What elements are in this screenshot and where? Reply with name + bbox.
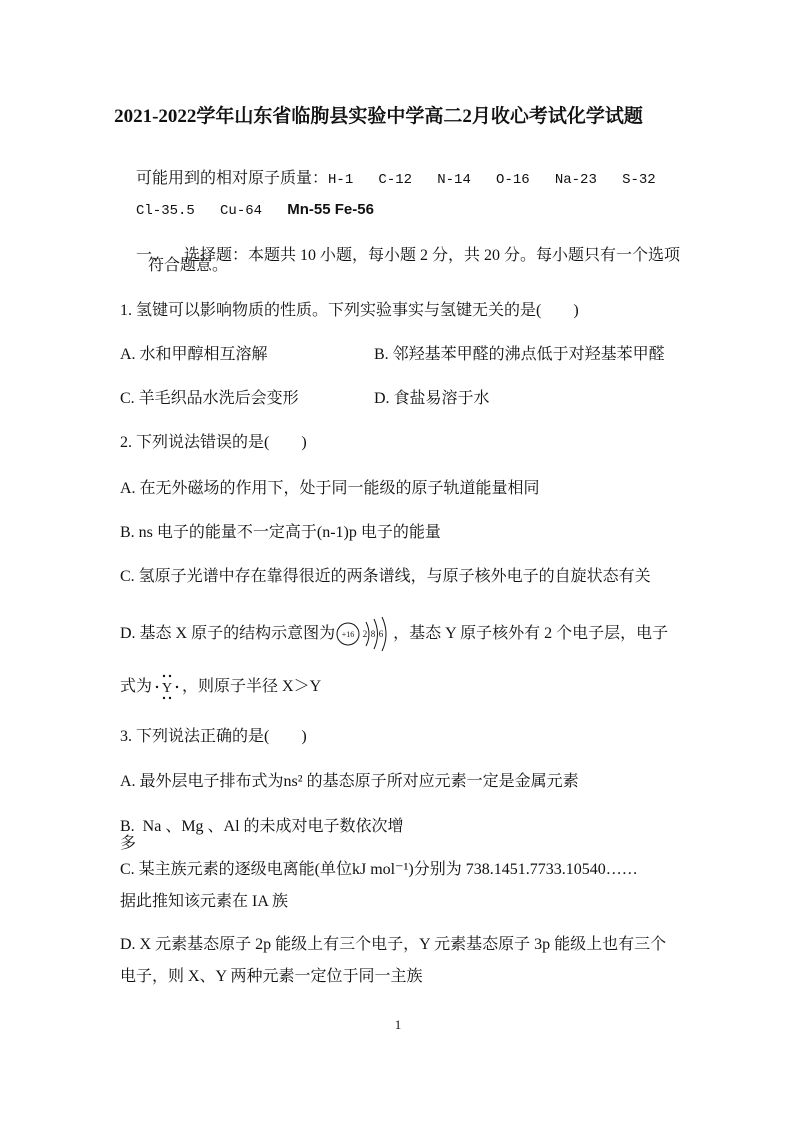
exam-title: 2021-2022学年山东省临朐县实验中学高二2月收心考试化学试题	[114, 106, 643, 127]
electron-dot-symbol: Y	[161, 681, 173, 696]
electron-shell-count-3: 6	[378, 629, 384, 639]
question-1-stem: 1. 氢键可以影响物质的性质。下列实验事实与氢键无关的是( )	[120, 302, 579, 319]
electron-shell-count-2: 8	[370, 629, 376, 639]
question-3-option-b-continued: 多	[120, 835, 137, 852]
electron-shell-count-1: 2	[362, 629, 368, 639]
question-2-option-d-text-after: ，基态 Y 原子核外有 2 个电子层，电子	[393, 625, 669, 642]
page-number: 1	[394, 1017, 402, 1032]
section-text-continued: 符合题意。	[148, 257, 229, 274]
electron-dot	[169, 697, 171, 699]
question-2-option-a: A. 在无外磁场的作用下，处于同一能级的原子轨道能量相同	[120, 480, 540, 497]
question-2-option-d-line-2-before: 式为	[120, 678, 153, 695]
question-2-option-d-line-2	[120, 672, 321, 702]
question-2-option-d-text-before: D. 基态 X 原子的结构示意图为	[120, 625, 336, 642]
electron-dot	[163, 697, 165, 699]
question-2-option-d-line-2-after: ，则原子半径 X＞Y	[182, 678, 322, 695]
question-3-option-b: B. Na 、Mg 、Al 的未成对电子数依次增	[120, 818, 404, 835]
question-3-option-c-continued: 据此推知该元素在 IA 族	[120, 893, 289, 910]
atomic-masses-values-2: Cl-35.5 Cu-64	[136, 203, 288, 219]
question-1-option-a: A. 水和甲醇相互溶解	[120, 346, 268, 363]
question-2-option-b: B. ns 电子的能量不一定高于(n-1)p 电子的能量	[120, 524, 441, 541]
question-1-option-b: B. 邻羟基苯甲醛的沸点低于对羟基苯甲醛	[374, 346, 665, 363]
atomic-masses-label: 可能用到的相对原子质量：	[136, 170, 329, 187]
atom-structure-diagram	[335, 614, 393, 654]
question-2-option-d-line-1	[120, 614, 668, 654]
atom-nucleus-charge: +16	[341, 630, 355, 639]
atomic-masses-values-1: H-1 C-12 N-14 O-16 Na-23 S-32	[328, 172, 656, 188]
electron-dot	[163, 675, 165, 677]
section-text: 选择题：本题共 10 小题，每小题 2 分，共 20 分。每小题只有一个选项	[184, 247, 681, 264]
question-3-option-c: C. 某主族元素的逐级电离能(单位kJ mol⁻¹)分别为 738.1451.7733.10540……	[120, 861, 638, 878]
electron-dot-diagram	[152, 672, 182, 702]
question-3-stem: 3. 下列说法正确的是( )	[120, 728, 307, 745]
question-1-option-c: C. 羊毛织品水洗后会变形	[120, 390, 299, 407]
question-3-option-d-continued: 电子，则 X、Y 两种元素一定位于同一主族	[120, 968, 423, 985]
question-1-option-d: D. 食盐易溶于水	[374, 390, 490, 407]
electron-dot	[176, 686, 178, 688]
electron-dot	[156, 686, 158, 688]
question-3-option-a: A. 最外层电子排布式为ns² 的基态原子所对应元素一定是金属元素	[120, 773, 579, 790]
question-3-option-d: D. X 元素基态原子 2p 能级上有三个电子，Y 元素基态原子 3p 能级上也有三个	[120, 936, 667, 953]
atomic-masses-values-bold: Mn-55 Fe-56	[287, 201, 374, 218]
question-2-stem: 2. 下列说法错误的是( )	[120, 434, 307, 451]
electron-dot	[169, 675, 171, 677]
section-number: 一、	[136, 247, 169, 264]
question-2-option-c: C. 氢原子光谱中存在靠得很近的两条谱线，与原子核外电子的自旋状态有关	[120, 568, 651, 585]
